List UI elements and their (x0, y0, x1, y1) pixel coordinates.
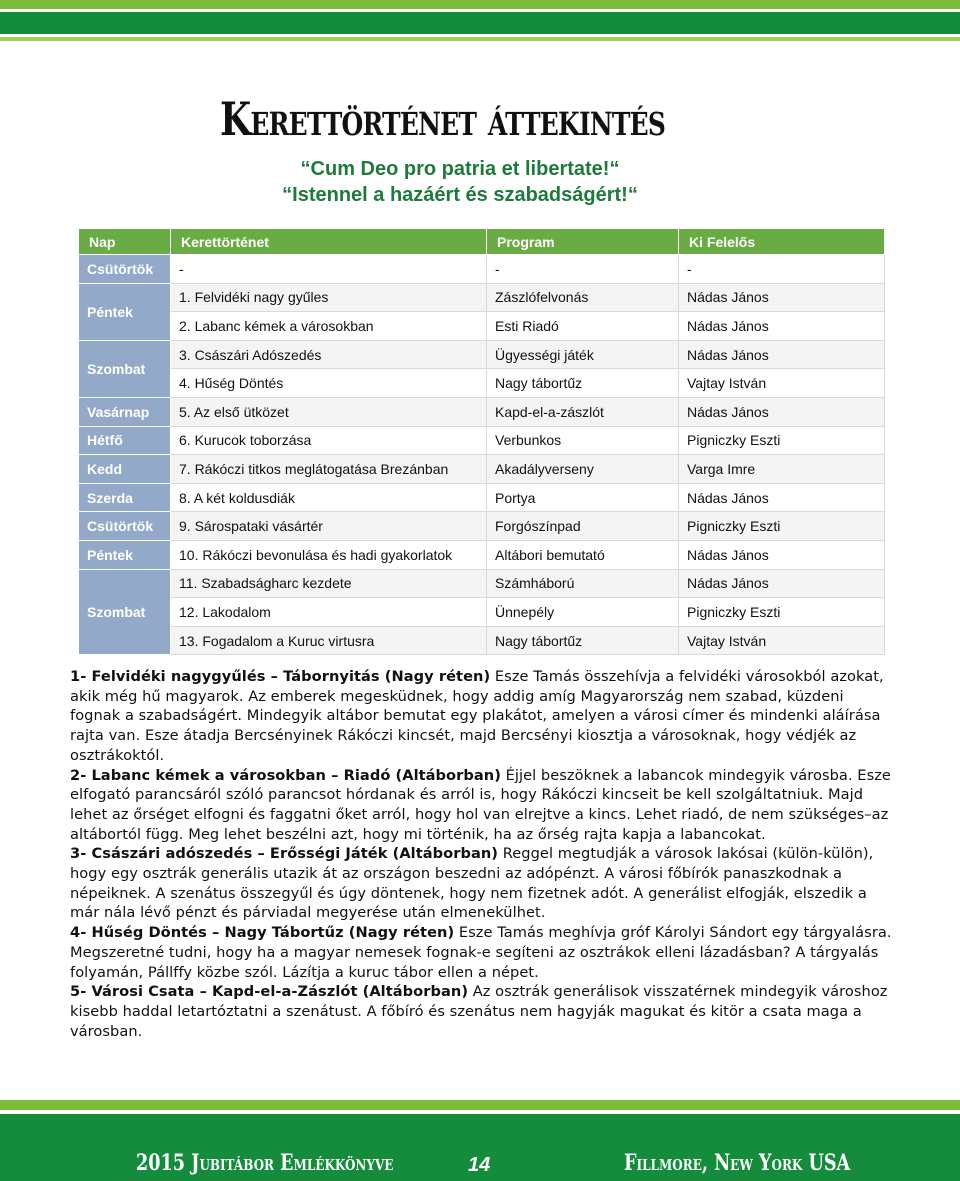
page-title: Kerettörténet áttekintés (220, 92, 666, 146)
header-program: Program (487, 229, 679, 255)
story-cell: 2. Labanc kémek a városokban (171, 312, 487, 341)
program-cell: - (487, 255, 679, 284)
lead-cell: Nádas János (679, 569, 885, 598)
section-heading: 4- Hűség Döntés – Nagy Tábortűz (Nagy réten) (70, 924, 455, 942)
lead-cell: Vajtay István (679, 369, 885, 398)
table-row (79, 397, 885, 426)
section-heading: 3- Császári adószedés – Erősségi Játék (Altáborban) (70, 845, 499, 863)
day-cell: Csütörtök (79, 255, 171, 284)
day-cell: Szerda (79, 483, 171, 512)
section-2 (70, 766, 892, 845)
lead-cell: Nádas János (679, 397, 885, 426)
table-row (79, 426, 885, 455)
story-cell: 3. Császári Adószedés (171, 340, 487, 369)
motto-hungarian: “Istennel a hazáért és szabadságért!“ (282, 184, 638, 206)
program-cell: Nagy tábortűz (487, 369, 679, 398)
story-cell: - (171, 255, 487, 284)
section-body: Esze Tamás összehívja a felvidéki városokból azokat, akik még hű magyarok. Az emberek megesküdnek, hogy addig amíg Magyarország nem szabad, küzdeni fognak a szabadságért. Mindegyik altábor bemutat egy plakátot, amelyen a városi címer és mindenki aláírása rajta van. Esze átadja Bercsényinek Rákóczi kincsét, majd Bercsényi kiosztja a városoknak, hogy védjék az osztrákoktól. (70, 668, 884, 764)
footer-location: Fillmore, New York USA (624, 1150, 851, 1176)
section-4 (70, 923, 892, 982)
page-number: 14 (468, 1154, 491, 1176)
lead-cell: Pigniczky Eszti (679, 512, 885, 541)
top-stripe-dark (0, 12, 960, 34)
story-cell: 1. Felvidéki nagy gyűles (171, 283, 487, 312)
table-row (79, 483, 885, 512)
program-cell: Esti Riadó (487, 312, 679, 341)
story-cell: 8. A két koldusdiák (171, 483, 487, 512)
lead-cell: - (679, 255, 885, 284)
table-row (79, 569, 885, 598)
program-cell: Altábori bemutató (487, 540, 679, 569)
table-row (79, 626, 885, 655)
header-story: Kerettörténet (171, 229, 487, 255)
bottom-stripe-light (0, 1100, 960, 1110)
section-body: Esze Tamás meghívja gróf Károlyi Sándort egy tárgyalásra. Megszeretné tudni, hogy ha a magyar nemesek fognak-e segíteni az osztrákok elleni lázadásban? A tárgyalás folyamán, Pállffy közbe szól. Lázítja a kuruc tábor ellen a népet. (70, 924, 892, 981)
program-cell: Forgószínpad (487, 512, 679, 541)
section-heading: 1- Felvidéki nagygyűlés – Tábornyitás (Nagy réten) (70, 668, 491, 685)
footer-publication: 2015 Jubitábor Emlékkönyve (136, 1150, 394, 1176)
day-cell: Hétfő (79, 426, 171, 455)
program-cell: Zászlófelvonás (487, 283, 679, 312)
section-body: Éjjel beszöknek a labancok mindegyik városba. Esze elfogató parancsáról szóló parancsot hórdanak és arról is, hogy Rákóczi kincseit be kell szolgáltatniuk. Majd lehet az őrséget elfogni és faggatni őket arról, hogy hol van elrejtve a kincs. Lehet riadó, de nem szükséges–az altábortól függ. Meg lehet beszélni azt, hogy mi történik, ha az őrség rajta kapja a labancokat. (70, 766, 891, 843)
top-stripe-thin (0, 37, 960, 41)
schedule-header-row (79, 229, 885, 255)
lead-cell: Vajtay István (679, 626, 885, 655)
story-cell: 5. Az első ütközet (171, 397, 487, 426)
story-cell: 6. Kurucok toborzása (171, 426, 487, 455)
program-cell: Ügyességi játék (487, 340, 679, 369)
table-row (79, 455, 885, 484)
section-1 (70, 667, 892, 766)
section-heading: 5- Városi Csata – Kapd-el-a-Zászlót (Altáborban) (70, 983, 469, 1001)
day-cell: Kedd (79, 455, 171, 484)
program-cell: Verbunkos (487, 426, 679, 455)
top-stripe-light (0, 0, 960, 9)
program-cell: Akadályverseny (487, 455, 679, 484)
lead-cell: Nádas János (679, 312, 885, 341)
schedule-table (78, 228, 885, 655)
program-cell: Portya (487, 483, 679, 512)
day-cell: Péntek (79, 283, 171, 340)
story-cell: 7. Rákóczi titkos meglátogatása Brezánban (171, 455, 487, 484)
story-cell: 11. Szabadságharc kezdete (171, 569, 487, 598)
table-row (79, 255, 885, 284)
table-row (79, 312, 885, 341)
day-cell: Csütörtök (79, 512, 171, 541)
table-row (79, 283, 885, 312)
motto-latin: “Cum Deo pro patria et libertate!“ (300, 158, 620, 180)
section-body: Reggel megtudják a városok lakósai (külön-külön), hogy egy osztrák generális utazik át az országon beszedni az adópénzt. A városi főbírók panaszkodnak a népeiknek. A szenátus összegyűl és úgy döntenek, hogy nem fizetnek adót. A generálist elfogják, elszedik a már nála lévő pénzt és párviadal megyerése után elmenekülhet. (70, 845, 874, 922)
lead-cell: Nádas János (679, 283, 885, 312)
story-descriptions (70, 667, 892, 1041)
story-cell: 9. Sárospataki vásártér (171, 512, 487, 541)
story-cell: 10. Rákóczi bevonulása és hadi gyakorlatok (171, 540, 487, 569)
lead-cell: Varga Imre (679, 455, 885, 484)
lead-cell: Pigniczky Eszti (679, 426, 885, 455)
day-cell: Vasárnap (79, 397, 171, 426)
table-row (79, 512, 885, 541)
program-cell: Számháború (487, 569, 679, 598)
story-cell: 4. Hűség Döntés (171, 369, 487, 398)
section-body: Az osztrák generálisok visszatérnek mindegyik városhoz kisebb haddal letartóztatni a szenátust. A főbíró és szenátus nem hagyják magukat és kitör a csata maga a városban. (70, 983, 888, 1040)
table-row (79, 598, 885, 627)
table-row (79, 340, 885, 369)
program-cell: Nagy tábortűz (487, 626, 679, 655)
header-lead: Ki Felelős (679, 229, 885, 255)
day-cell: Péntek (79, 540, 171, 569)
program-cell: Kapd-el-a-zászlót (487, 397, 679, 426)
program-cell: Ünnepély (487, 598, 679, 627)
section-3 (70, 844, 892, 923)
lead-cell: Pigniczky Eszti (679, 598, 885, 627)
lead-cell: Nádas János (679, 540, 885, 569)
lead-cell: Nádas János (679, 340, 885, 369)
table-row (79, 540, 885, 569)
story-cell: 12. Lakodalom (171, 598, 487, 627)
story-cell: 13. Fogadalom a Kuruc virtusra (171, 626, 487, 655)
header-day: Nap (79, 229, 171, 255)
day-cell: Szombat (79, 569, 171, 655)
section-5 (70, 982, 892, 1041)
table-row (79, 369, 885, 398)
section-heading: 2- Labanc kémek a városokban – Riadó (Altáborban) (70, 766, 501, 784)
day-cell: Szombat (79, 340, 171, 397)
lead-cell: Nádas János (679, 483, 885, 512)
